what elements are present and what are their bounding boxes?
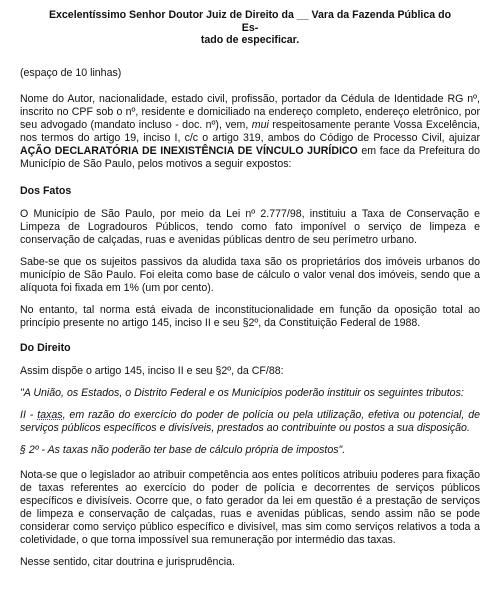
law-paragraph-2: Nota-se que o legislador ao atribuir competência aos entes políticos atribuiu poderes para fixação de taxas referentes ao exercício do poder de polícia e decorrentes de serviços públicos específicos e divisíveis. Ocorre que, o fato gerador da lei em questão é a prestação de serviços de limpeza e conservação de calçadas, ruas e avenidas públicas, sendo assim não se pode considerar como serviço público específico e divisível, mas sim como serviços relativos a toda a coletividade, o que torna impossível sua remuneração por intermédio das taxas. (20, 468, 480, 546)
intro-paragraph (20, 93, 480, 171)
intro-text-2: respeitosamente perante Vossa Excelência, nos termos do artigo 19, inciso I, c/c o artigo 319, ambos do Código de Processo Civil, ajuizar (20, 118, 481, 144)
facts-paragraph-2: Sabe-se que os sujeitos passivos da aludida taxa são os proprietários dos imóveis urbanos do município de São Paulo. Foi eleita como base de cálculo o valor venal dos imóveis, sendo que a alíquota foi fixada em 1% (um por cento). (20, 255, 480, 294)
constitution-quote-3: § 2º - As taxas não poderão ter base de cálculo própria de impostos". (20, 443, 346, 456)
document-title (20, 9, 480, 47)
facts-paragraph-1: O Município de São Paulo, por meio da Lei nº 2.777/98, instituiu a Taxa de Conservação e Limpeza de Logradouros Públicos, tendo como fato imponível o serviço de limpeza e conservação de calçadas, ruas e avenidas públicas dentro de seu perímetro urbano. (20, 207, 480, 246)
title-line-1: Excelentíssimo Senhor Doutor Juiz de Direito da __ Vara da Fazenda Pública do Es- (48, 9, 452, 34)
intro-text-1: Nome do Autor, nacionalidade, estado civil, profissão, portador da Cédula de Identidade RG nº, inscrito no CPF sob o nº, residente e domiciliado na endereço completo, endereço eletrônico, por seu advogado (mandato incluso - doc. nº), vem, (20, 92, 480, 131)
intro-mui: mui (251, 118, 269, 131)
quote-2-rest: , em razão do exercício do poder de polícia ou pela utilização, efetiva ou potencial, de serviços públicos específicos e divisíveis, prestados ao contribuinte ou postos a sua disposição. (20, 408, 480, 434)
title-line-2: tado de especificar. (200, 34, 300, 46)
intro-text-3: em face da Prefeitura do Município de São Paulo, pelos motivos a seguir expostos: (20, 144, 481, 170)
facts-heading: Dos Fatos (20, 184, 72, 197)
action-name: AÇÃO DECLARATÓRIA DE INEXISTÊNCIA DE VÍNCULO JURÍDICO (20, 144, 358, 157)
law-paragraph-1: Assim dispõe o artigo 145, inciso II e seu §2º, da CF/88: (20, 364, 284, 377)
constitution-quote-2 (20, 409, 480, 435)
spacing-note: (espaço de 10 linhas) (20, 66, 122, 79)
constitution-quote-1: "A União, os Estados, o Distrito Federal e os Municípios poderão instituir os seguintes tributos: (20, 386, 464, 399)
quote-2-prefix: II - (20, 408, 38, 421)
law-paragraph-3: Nesse sentido, citar doutrina e jurisprudência. (20, 555, 235, 568)
taxas-term: taxas (37, 408, 63, 421)
law-heading: Do Direito (20, 341, 71, 354)
facts-paragraph-3: No entanto, tal norma está eivada de inconstitucionalidade em função da oposição total ao princípio presente no artigo 145, inciso II e seu §2º, da Constituição Federal de 1988. (20, 303, 480, 329)
